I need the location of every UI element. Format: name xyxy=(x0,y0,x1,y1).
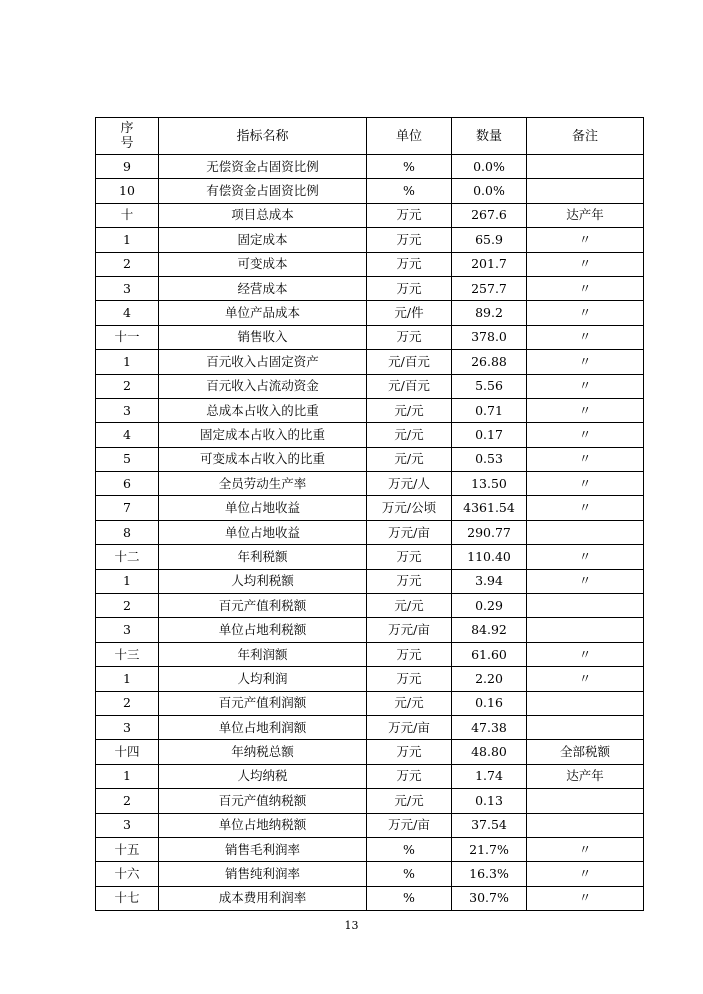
row-unit-cell: 万元 xyxy=(367,545,452,569)
row-quantity-cell: 13.50 xyxy=(452,472,527,496)
row-indicator-cell: 年纳税总额 xyxy=(159,740,367,764)
row-no-cell: 1 xyxy=(96,228,159,252)
row-quantity-cell: 267.6 xyxy=(452,203,527,227)
row-no-cell: 十四 xyxy=(96,740,159,764)
row-unit-cell: 元/元 xyxy=(367,691,452,715)
row-unit-cell: 万元/人 xyxy=(367,472,452,496)
row-unit-cell: 元/元 xyxy=(367,594,452,618)
row-quantity-cell: 257.7 xyxy=(452,276,527,300)
table-row xyxy=(96,642,644,666)
table-row xyxy=(96,813,644,837)
row-unit-cell: 元/件 xyxy=(367,301,452,325)
row-remark-cell: 〃 xyxy=(527,228,644,252)
row-indicator-cell: 可变成本 xyxy=(159,252,367,276)
row-remark-cell xyxy=(527,813,644,837)
row-no-cell: 6 xyxy=(96,472,159,496)
row-unit-cell: 元/百元 xyxy=(367,350,452,374)
row-remark-cell: 〃 xyxy=(527,886,644,910)
row-no-cell: 2 xyxy=(96,252,159,276)
row-remark-cell xyxy=(527,179,644,203)
row-remark-cell: 〃 xyxy=(527,496,644,520)
row-quantity-cell: 290.77 xyxy=(452,520,527,544)
row-remark-cell xyxy=(527,520,644,544)
header-cell-quantity: 数量 xyxy=(452,118,527,155)
row-no-cell: 3 xyxy=(96,618,159,642)
table-row xyxy=(96,276,644,300)
table-row xyxy=(96,496,644,520)
row-quantity-cell: 3.94 xyxy=(452,569,527,593)
row-unit-cell: 万元 xyxy=(367,569,452,593)
row-unit-cell: 元/元 xyxy=(367,447,452,471)
row-indicator-cell: 年利税额 xyxy=(159,545,367,569)
row-indicator-cell: 无偿资金占固资比例 xyxy=(159,155,367,179)
row-unit-cell: % xyxy=(367,862,452,886)
row-indicator-cell: 百元产值利税额 xyxy=(159,594,367,618)
row-indicator-cell: 单位占地纳税额 xyxy=(159,813,367,837)
row-quantity-cell: 0.53 xyxy=(452,447,527,471)
row-indicator-cell: 人均利润 xyxy=(159,667,367,691)
header-no-label: 序号 xyxy=(120,121,134,151)
row-no-cell: 4 xyxy=(96,423,159,447)
row-indicator-cell: 百元产值纳税额 xyxy=(159,789,367,813)
row-indicator-cell: 百元产值利润额 xyxy=(159,691,367,715)
row-no-cell: 十七 xyxy=(96,886,159,910)
row-unit-cell: 万元/亩 xyxy=(367,618,452,642)
row-unit-cell: 元/百元 xyxy=(367,374,452,398)
row-unit-cell: % xyxy=(367,837,452,861)
row-quantity-cell: 61.60 xyxy=(452,642,527,666)
row-indicator-cell: 销售收入 xyxy=(159,325,367,349)
table-row xyxy=(96,837,644,861)
row-indicator-cell: 百元收入占流动资金 xyxy=(159,374,367,398)
table-row xyxy=(96,594,644,618)
row-remark-cell: 〃 xyxy=(527,569,644,593)
row-indicator-cell: 有偿资金占固资比例 xyxy=(159,179,367,203)
row-no-cell: 1 xyxy=(96,764,159,788)
row-unit-cell: 万元/亩 xyxy=(367,520,452,544)
row-remark-cell: 〃 xyxy=(527,472,644,496)
table-row xyxy=(96,374,644,398)
row-quantity-cell: 26.88 xyxy=(452,350,527,374)
row-quantity-cell: 5.56 xyxy=(452,374,527,398)
row-remark-cell xyxy=(527,155,644,179)
row-no-cell: 8 xyxy=(96,520,159,544)
row-quantity-cell: 0.16 xyxy=(452,691,527,715)
row-unit-cell: % xyxy=(367,155,452,179)
row-remark-cell: 〃 xyxy=(527,667,644,691)
table-row xyxy=(96,301,644,325)
row-quantity-cell: 0.13 xyxy=(452,789,527,813)
row-indicator-cell: 人均利税额 xyxy=(159,569,367,593)
table-row xyxy=(96,472,644,496)
row-remark-cell: 〃 xyxy=(527,837,644,861)
row-unit-cell: 万元 xyxy=(367,764,452,788)
row-quantity-cell: 89.2 xyxy=(452,301,527,325)
row-quantity-cell: 110.40 xyxy=(452,545,527,569)
row-remark-cell xyxy=(527,618,644,642)
row-indicator-cell: 单位占地利润额 xyxy=(159,715,367,739)
row-no-cell: 2 xyxy=(96,374,159,398)
row-remark-cell xyxy=(527,789,644,813)
row-indicator-cell: 单位产品成本 xyxy=(159,301,367,325)
row-indicator-cell: 全员劳动生产率 xyxy=(159,472,367,496)
table-row xyxy=(96,325,644,349)
row-unit-cell: % xyxy=(367,886,452,910)
table-row xyxy=(96,545,644,569)
table-row xyxy=(96,691,644,715)
row-unit-cell: % xyxy=(367,179,452,203)
row-indicator-cell: 经营成本 xyxy=(159,276,367,300)
row-remark-cell xyxy=(527,715,644,739)
row-quantity-cell: 0.29 xyxy=(452,594,527,618)
row-quantity-cell: 47.38 xyxy=(452,715,527,739)
row-indicator-cell: 销售毛利润率 xyxy=(159,837,367,861)
row-indicator-cell: 成本费用利润率 xyxy=(159,886,367,910)
row-indicator-cell: 固定成本占收入的比重 xyxy=(159,423,367,447)
row-no-cell: 5 xyxy=(96,447,159,471)
row-remark-cell: 达产年 xyxy=(527,764,644,788)
row-remark-cell: 〃 xyxy=(527,350,644,374)
row-no-cell: 3 xyxy=(96,398,159,422)
table-row xyxy=(96,886,644,910)
row-indicator-cell: 单位占地利税额 xyxy=(159,618,367,642)
table-row xyxy=(96,667,644,691)
table-row xyxy=(96,155,644,179)
row-indicator-cell: 年利润额 xyxy=(159,642,367,666)
row-no-cell: 1 xyxy=(96,350,159,374)
row-unit-cell: 万元 xyxy=(367,203,452,227)
table-row xyxy=(96,423,644,447)
row-remark-cell: 全部税额 xyxy=(527,740,644,764)
table-row xyxy=(96,618,644,642)
row-quantity-cell: 201.7 xyxy=(452,252,527,276)
row-unit-cell: 万元/亩 xyxy=(367,715,452,739)
row-unit-cell: 万元/亩 xyxy=(367,813,452,837)
row-quantity-cell: 37.54 xyxy=(452,813,527,837)
table-row xyxy=(96,203,644,227)
indicator-table xyxy=(95,117,644,911)
table-row xyxy=(96,764,644,788)
row-indicator-cell: 总成本占收入的比重 xyxy=(159,398,367,422)
row-indicator-cell: 销售纯利润率 xyxy=(159,862,367,886)
row-no-cell: 7 xyxy=(96,496,159,520)
row-no-cell: 3 xyxy=(96,715,159,739)
header-cell-remark: 备注 xyxy=(527,118,644,155)
row-indicator-cell: 单位占地收益 xyxy=(159,520,367,544)
table-row xyxy=(96,252,644,276)
row-remark-cell: 〃 xyxy=(527,374,644,398)
row-indicator-cell: 固定成本 xyxy=(159,228,367,252)
row-remark-cell: 〃 xyxy=(527,398,644,422)
row-quantity-cell: 65.9 xyxy=(452,228,527,252)
row-unit-cell: 万元 xyxy=(367,667,452,691)
row-indicator-cell: 单位占地收益 xyxy=(159,496,367,520)
row-quantity-cell: 0.0% xyxy=(452,155,527,179)
row-remark-cell xyxy=(527,594,644,618)
page-number: 13 xyxy=(344,919,359,932)
row-remark-cell: 〃 xyxy=(527,276,644,300)
row-no-cell: 2 xyxy=(96,594,159,618)
row-unit-cell: 万元 xyxy=(367,228,452,252)
row-quantity-cell: 84.92 xyxy=(452,618,527,642)
row-no-cell: 十 xyxy=(96,203,159,227)
row-unit-cell: 元/元 xyxy=(367,423,452,447)
row-remark-cell: 〃 xyxy=(527,642,644,666)
row-remark-cell: 〃 xyxy=(527,325,644,349)
row-no-cell: 4 xyxy=(96,301,159,325)
row-remark-cell: 〃 xyxy=(527,301,644,325)
row-indicator-cell: 可变成本占收入的比重 xyxy=(159,447,367,471)
table-row xyxy=(96,350,644,374)
row-quantity-cell: 21.7% xyxy=(452,837,527,861)
table-row xyxy=(96,569,644,593)
row-quantity-cell: 0.0% xyxy=(452,179,527,203)
row-indicator-cell: 人均纳税 xyxy=(159,764,367,788)
row-unit-cell: 万元/公顷 xyxy=(367,496,452,520)
row-unit-cell: 万元 xyxy=(367,325,452,349)
row-no-cell: 十六 xyxy=(96,862,159,886)
table-row xyxy=(96,447,644,471)
row-no-cell: 2 xyxy=(96,789,159,813)
row-quantity-cell: 48.80 xyxy=(452,740,527,764)
row-remark-cell: 〃 xyxy=(527,862,644,886)
table-header-row xyxy=(96,118,644,155)
header-cell-no xyxy=(96,118,159,155)
row-indicator-cell: 项目总成本 xyxy=(159,203,367,227)
row-quantity-cell: 4361.54 xyxy=(452,496,527,520)
table-row xyxy=(96,789,644,813)
row-no-cell: 2 xyxy=(96,691,159,715)
row-unit-cell: 元/元 xyxy=(367,789,452,813)
table-row xyxy=(96,228,644,252)
row-quantity-cell: 378.0 xyxy=(452,325,527,349)
row-quantity-cell: 1.74 xyxy=(452,764,527,788)
row-unit-cell: 万元 xyxy=(367,740,452,764)
table-row xyxy=(96,862,644,886)
table-row xyxy=(96,179,644,203)
row-quantity-cell: 30.7% xyxy=(452,886,527,910)
row-unit-cell: 万元 xyxy=(367,252,452,276)
header-cell-unit: 单位 xyxy=(367,118,452,155)
row-no-cell: 十二 xyxy=(96,545,159,569)
row-no-cell: 1 xyxy=(96,569,159,593)
row-unit-cell: 元/元 xyxy=(367,398,452,422)
table-row xyxy=(96,715,644,739)
table-row xyxy=(96,520,644,544)
row-remark-cell xyxy=(527,691,644,715)
row-no-cell: 9 xyxy=(96,155,159,179)
row-unit-cell: 万元 xyxy=(367,276,452,300)
row-remark-cell: 〃 xyxy=(527,423,644,447)
row-no-cell: 3 xyxy=(96,813,159,837)
row-indicator-cell: 百元收入占固定资产 xyxy=(159,350,367,374)
row-quantity-cell: 2.20 xyxy=(452,667,527,691)
row-remark-cell: 达产年 xyxy=(527,203,644,227)
table-row xyxy=(96,740,644,764)
row-quantity-cell: 0.71 xyxy=(452,398,527,422)
row-no-cell: 1 xyxy=(96,667,159,691)
table-row xyxy=(96,398,644,422)
row-remark-cell: 〃 xyxy=(527,545,644,569)
row-no-cell: 十五 xyxy=(96,837,159,861)
indicator-table-body xyxy=(96,118,644,911)
row-remark-cell: 〃 xyxy=(527,252,644,276)
row-no-cell: 十三 xyxy=(96,642,159,666)
row-quantity-cell: 0.17 xyxy=(452,423,527,447)
row-remark-cell: 〃 xyxy=(527,447,644,471)
row-quantity-cell: 16.3% xyxy=(452,862,527,886)
header-cell-indicator: 指标名称 xyxy=(159,118,367,155)
row-no-cell: 3 xyxy=(96,276,159,300)
row-no-cell: 10 xyxy=(96,179,159,203)
row-no-cell: 十一 xyxy=(96,325,159,349)
row-unit-cell: 万元 xyxy=(367,642,452,666)
